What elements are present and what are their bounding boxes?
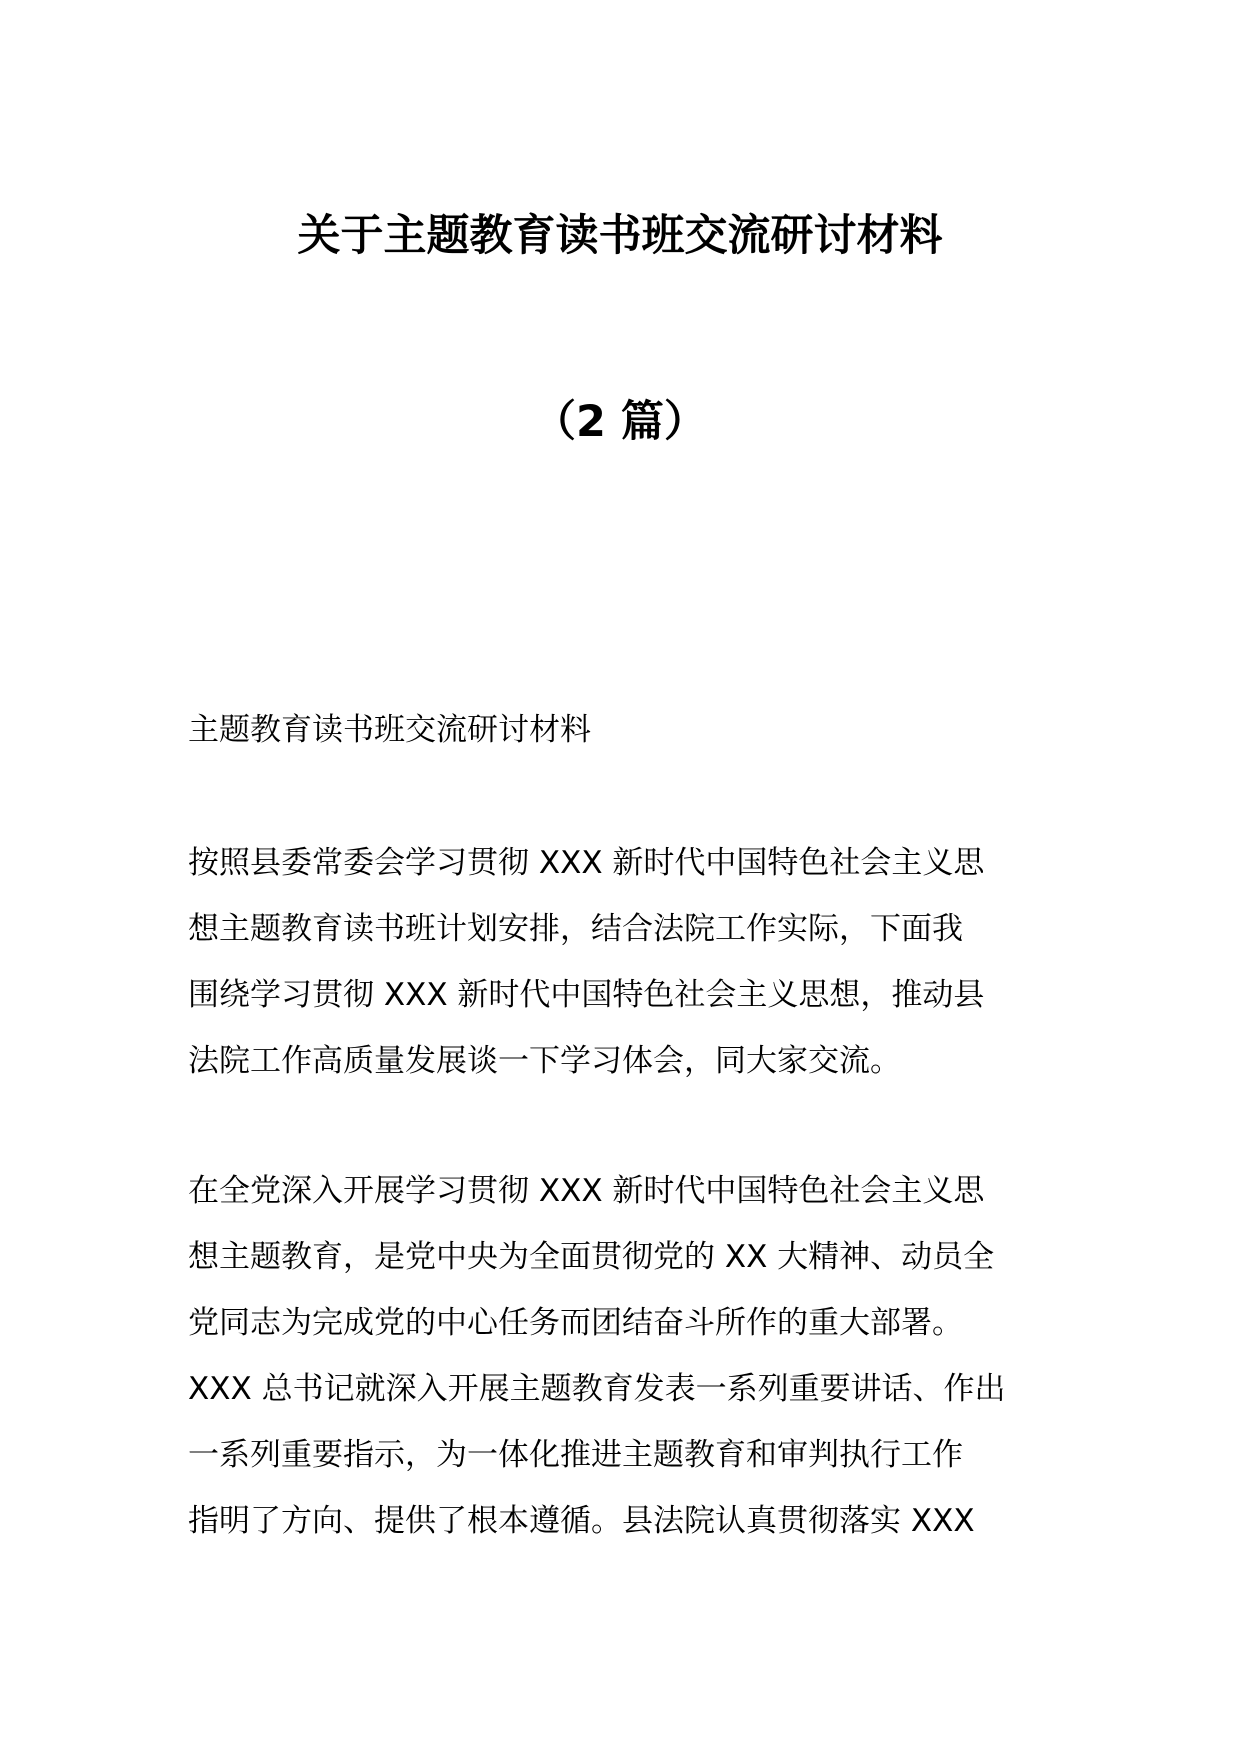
paragraph-line: 在全党深入开展学习贯彻 XXX 新时代中国特色社会主义思 (188, 1173, 985, 1209)
document-title: 关于主题教育读书班交流研讨材料 (297, 211, 943, 261)
paragraph-line: 围绕学习贯彻 XXX 新时代中国特色社会主义思想，推动县 (188, 977, 985, 1013)
paragraph (188, 1158, 1068, 1554)
paragraph-line: 想主题教育，是党中央为全面贯彻党的 XX 大精神、动员全 (188, 1239, 995, 1275)
paragraph-line: XXX 总书记就深入开展主题教育发表一系列重要讲话、作出 (188, 1371, 1006, 1407)
paragraph-line: 指明了方向、提供了根本遵循。县法院认真贯彻落实 XXX (188, 1503, 975, 1539)
document-count: （2 篇） (533, 397, 707, 447)
section-heading: 主题教育读书班交流研讨材料 (188, 712, 591, 748)
paragraph (188, 830, 1068, 1094)
paragraph-line: 想主题教育读书班计划安排，结合法院工作实际，下面我 (188, 911, 963, 947)
paragraph-line: 法院工作高质量发展谈一下学习体会，同大家交流。 (188, 1043, 901, 1079)
paragraph-line: 一系列重要指示，为一体化推进主题教育和审判执行工作 (188, 1437, 963, 1473)
paragraph-line: 党同志为完成党的中心任务而团结奋斗所作的重大部署。 (188, 1305, 963, 1341)
paragraph-line: 按照县委常委会学习贯彻 XXX 新时代中国特色社会主义思 (188, 845, 985, 881)
